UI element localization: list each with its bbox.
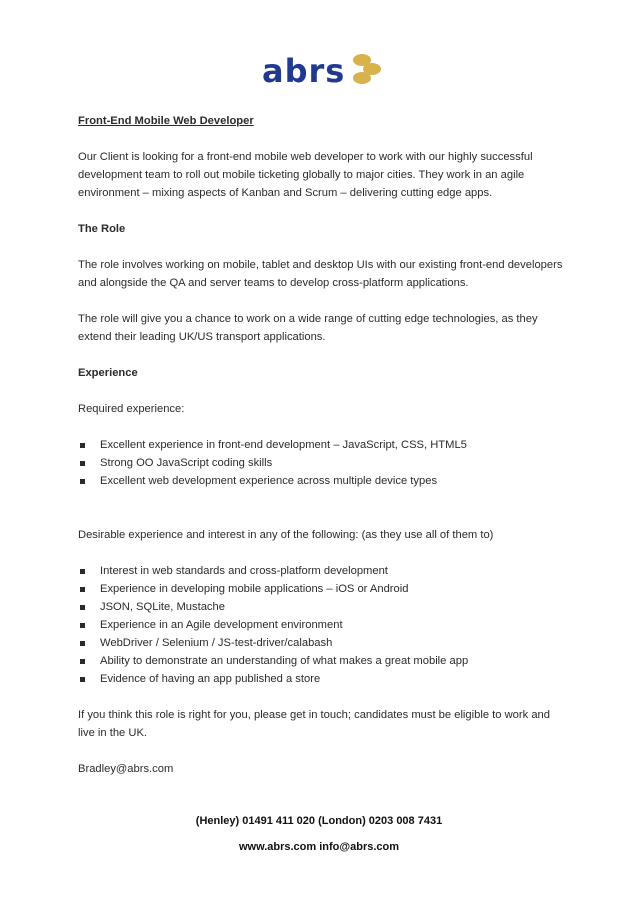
bullet-icon xyxy=(80,623,85,628)
experience-heading: Experience xyxy=(78,367,138,379)
bullet-icon xyxy=(80,659,85,664)
list-item: Evidence of having an app published a store xyxy=(78,670,563,688)
bullet-icon xyxy=(80,587,85,592)
list-item: Excellent web development experience across multiple device types xyxy=(78,472,563,490)
list-item: Strong OO JavaScript coding skills xyxy=(78,454,563,472)
list-item: Interest in web standards and cross-platform development xyxy=(78,562,563,580)
bullet-icon xyxy=(80,461,85,466)
role-heading: The Role xyxy=(78,223,126,235)
bullet-icon xyxy=(80,677,85,682)
desirable-list xyxy=(78,562,563,688)
footer-web[interactable]: www.abrs.com info@abrs.com xyxy=(238,841,400,853)
closing-paragraph: If you think this role is right for you, please get in touch; candidates must be eligible to work and live in the UK. xyxy=(78,709,550,739)
bullet-icon xyxy=(80,641,85,646)
job-title: Front-End Mobile Web Developer xyxy=(78,115,254,127)
logo-circles-icon xyxy=(346,54,386,86)
required-list xyxy=(78,436,563,490)
role-paragraph-2: The role will give you a chance to work on a wide range of cutting edge technologies, as they extend their leading UK/US transport applications. xyxy=(78,313,538,343)
list-item: WebDriver / Selenium / JS-test-driver/calabash xyxy=(78,634,563,652)
bullet-icon xyxy=(80,443,85,448)
list-item: JSON, SQLite, Mustache xyxy=(78,598,563,616)
list-item: Experience in developing mobile applications – iOS or Android xyxy=(78,580,563,598)
contact-email[interactable]: Bradley@abrs.com xyxy=(78,763,174,775)
footer-phones: (Henley) 01491 411 020 (London) 0203 008 7431 xyxy=(195,815,443,827)
intro-paragraph: Our Client is looking for a front-end mobile web developer to work with our highly successful development team to roll out mobile ticketing globally to major cities. They work in an agile environment – mixing aspects of Kanban and Scrum – delivering cutting edge apps. xyxy=(78,151,533,199)
job-description xyxy=(78,112,563,778)
desirable-label: Desirable experience and interest in any of the following: (as they use all of them to) xyxy=(78,529,494,541)
logo-wordmark: abrs xyxy=(262,52,346,90)
required-label: Required experience: xyxy=(78,403,185,415)
list-item: Ability to demonstrate an understanding of what makes a great mobile app xyxy=(78,652,563,670)
abrs-logo xyxy=(262,54,382,94)
list-item: Experience in an Agile development environment xyxy=(78,616,563,634)
bullet-icon xyxy=(80,479,85,484)
bullet-icon xyxy=(80,605,85,610)
list-item: Excellent experience in front-end development – JavaScript, CSS, HTML5 xyxy=(78,436,563,454)
role-paragraph-1: The role involves working on mobile, tablet and desktop UIs with our existing front-end developers and alongside the QA and server teams to develop cross-platform applications. xyxy=(78,259,563,289)
bullet-icon xyxy=(80,569,85,574)
